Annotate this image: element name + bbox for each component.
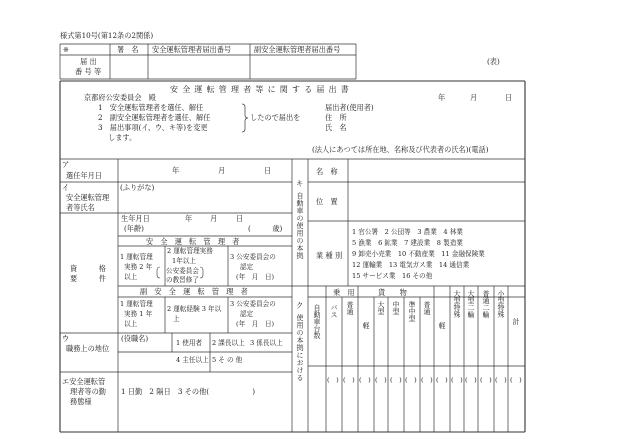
mgr-opt3-3: (年 月 日) <box>236 273 275 281</box>
section-a-letter: ア <box>62 160 70 169</box>
col-large-motorcycle: 大型二輪 <box>467 290 475 318</box>
col-cargo-large: 大型 <box>377 301 385 315</box>
furigana-label: (ふりがな) <box>120 183 155 192</box>
mgr-opt3-2: 認定 <box>240 263 254 271</box>
manager-number-header: 安全運転管理者届出番号 <box>152 45 232 54</box>
sub-opt3-2: 認定 <box>240 310 254 318</box>
addressee: 京都府公安委員会 殿 <box>84 93 156 102</box>
mark-symbol: ※ <box>63 45 70 54</box>
name-label: 氏 名 <box>325 123 347 132</box>
at-base-label: 使用の本拠における <box>296 314 304 382</box>
industry-line-3: 9 卸売小売業 10 不動産業 11 金融保険業 <box>352 250 485 258</box>
mgr-opt1-2: 実務 2 年 <box>124 263 153 271</box>
count-large-special: ( ) <box>451 376 463 384</box>
sub-manager-header: 副 安 全 運 転 管 理 者 <box>140 287 248 296</box>
col-standard-motorcycle: 普通二輪 <box>482 290 490 318</box>
sub-opt3-3: (年 月 日) <box>236 320 275 328</box>
sub-opt2-1: 2 運転経験 3 年以 <box>167 305 222 313</box>
front-side-note: (表) <box>487 57 500 66</box>
industry-line-2: 5 漁業 6 鉱業 7 建設業 8 製造業 <box>352 239 463 247</box>
position-label: 職務上の地位 <box>66 344 110 353</box>
col-cargo-semi-medium: 準中型 <box>408 301 416 322</box>
section-u-letter: ウ <box>62 334 70 343</box>
work-style-label-3: 務態様 <box>70 397 92 406</box>
col-total: 計 <box>512 318 520 325</box>
mgr-opt2-4: の教習修了 <box>166 276 199 284</box>
date-day: 日 <box>505 93 513 102</box>
qualification-label-1: 資 格 <box>70 264 106 273</box>
appoint-month: 月 <box>218 166 226 175</box>
col-small-special: 小型特殊 <box>497 290 505 318</box>
industry-label: 業 種 別 <box>316 251 343 260</box>
industry-line-4: 12 運輸業 13 電気ガス業 14 通信業 <box>352 261 470 269</box>
qualification-label-2: 要 件 <box>70 274 106 283</box>
age-field: ( 歳) <box>248 224 283 233</box>
passenger-group: 乗 用 <box>333 288 355 297</box>
position-opt-4: 4 主任以上 <box>176 356 209 364</box>
form-number: 様式第10号(第12条の2関係) <box>60 31 154 40</box>
work-style-label-1: エ安全運転管 <box>62 377 106 386</box>
count-passenger-light: ( ) <box>359 376 371 384</box>
sub-opt2-2: 上 <box>173 315 180 323</box>
appoint-day: 日 <box>264 166 272 175</box>
appointment-date-label: 選任年月日 <box>66 171 102 180</box>
count-passenger-standard: ( ) <box>343 376 355 384</box>
base-name-label: 名 称 <box>316 167 338 176</box>
sub-opt1-2: 実務 1 年 <box>124 310 153 318</box>
mgr-opt1-3: 以上 <box>124 273 138 281</box>
mgr-opt2-1: 2 運転管理実務 <box>167 247 213 255</box>
birth-label-2: (年齢) <box>124 224 144 233</box>
address-label: 住 所 <box>325 113 347 122</box>
count-total: ( ) <box>510 376 522 384</box>
position-opt-2: 2 課長以上 <box>212 339 245 347</box>
mgr-opt1-1: 1 運転管理 <box>120 253 153 261</box>
count-large-motorcycle: ( ) <box>465 376 477 384</box>
section-i-letter: イ <box>62 183 70 192</box>
col-cargo-standard: 普通 <box>423 301 431 315</box>
signature-label: 署 名 <box>117 45 139 54</box>
notify-item-1: 1 安全運転管理者を選任、解任 <box>98 103 204 112</box>
position-opt-1: 1 使用者 <box>176 339 203 347</box>
notify-suffix: したので届出を <box>250 113 301 122</box>
date-month: 月 <box>470 93 478 102</box>
notify-item-3: 3 届出事項(イ、ウ、キ等)を変更 <box>98 123 208 132</box>
date-year: 年 <box>438 93 446 102</box>
col-large-special: 大型特殊 <box>453 290 461 318</box>
count-cargo-semi-medium: ( ) <box>405 376 417 384</box>
mgr-opt3-1: 3 公安委員会の <box>230 253 276 261</box>
manager-header: 安 全 運 転 管 理 者 <box>146 237 240 246</box>
section-ki-letter: キ <box>296 179 304 188</box>
industry-line-5: 15 サービス業 16 その他 <box>352 272 433 280</box>
sub-opt1-3: 以上 <box>124 320 138 328</box>
col-passenger-light: 軽 <box>362 322 370 329</box>
notify-item-2: 2 副安全運転管理者を選任、解任 <box>98 113 211 122</box>
cargo-group: 貨 物 <box>378 288 407 297</box>
position-opt-5: 5 そ の 他 <box>212 356 243 364</box>
document-heading: 安全運転管理者等に関する届出書 <box>170 85 353 94</box>
position-opt-3: 3 係長以上 <box>250 339 283 347</box>
receipt-label-1: 届 出 <box>80 57 97 66</box>
birth-year: 年 <box>185 214 193 223</box>
notifier-label: 届出者(使用者) <box>325 103 374 112</box>
count-cargo-large: ( ) <box>375 376 387 384</box>
count-small-special: ( ) <box>495 376 507 384</box>
job-title-label: (役職名) <box>121 334 149 343</box>
col-cargo-light: 軽 <box>438 322 446 329</box>
birth-label-1: 生年月日 <box>121 214 150 223</box>
count-standard-motorcycle: ( ) <box>480 376 492 384</box>
birth-month: 月 <box>210 214 218 223</box>
notify-end: します。 <box>108 133 137 142</box>
mgr-opt2-3: 公安委員会 <box>166 267 199 275</box>
sub-opt1-1: 1 運転管理 <box>120 300 153 308</box>
col-passenger-standard: 普通 <box>346 301 354 315</box>
col-cargo-medium: 中型 <box>392 301 400 315</box>
manager-name-label-2: 者等氏名 <box>66 203 95 212</box>
manager-name-label-1: 安全運転管理 <box>66 193 110 202</box>
count-cargo-light: ( ) <box>436 376 448 384</box>
corporation-note: (法人にあつては所在地、名称及び代表者の氏名)(電話) <box>312 145 489 154</box>
vehicle-count-label: 自動車台数 <box>313 304 321 339</box>
section-ku-letter: ク <box>296 301 304 310</box>
appoint-year: 年 <box>172 166 180 175</box>
work-style-label-2: 理者等の勤 <box>70 387 106 396</box>
count-bus: ( ) <box>327 376 339 384</box>
base-of-use-label: 自動車の使用の本拠 <box>296 192 304 260</box>
industry-line-1: 1 官公署 2 公団等 3 農業 4 林業 <box>352 228 463 236</box>
work-style-options: 1 日勤 2 隔日 3 その他( ) <box>121 387 255 396</box>
count-cargo-medium: ( ) <box>390 376 402 384</box>
birth-day: 日 <box>236 214 244 223</box>
count-cargo-standard: ( ) <box>421 376 433 384</box>
mgr-opt2-2: 1年以上 <box>172 257 196 265</box>
sub-opt3-1: 3 公安委員会の <box>230 300 276 308</box>
sub-manager-number-header: 副安全運転管理者届出番号 <box>254 45 341 54</box>
col-bus: バス <box>330 304 338 318</box>
receipt-label-2: 番 号 等 <box>75 67 102 76</box>
base-location-label: 位 置 <box>316 197 338 206</box>
